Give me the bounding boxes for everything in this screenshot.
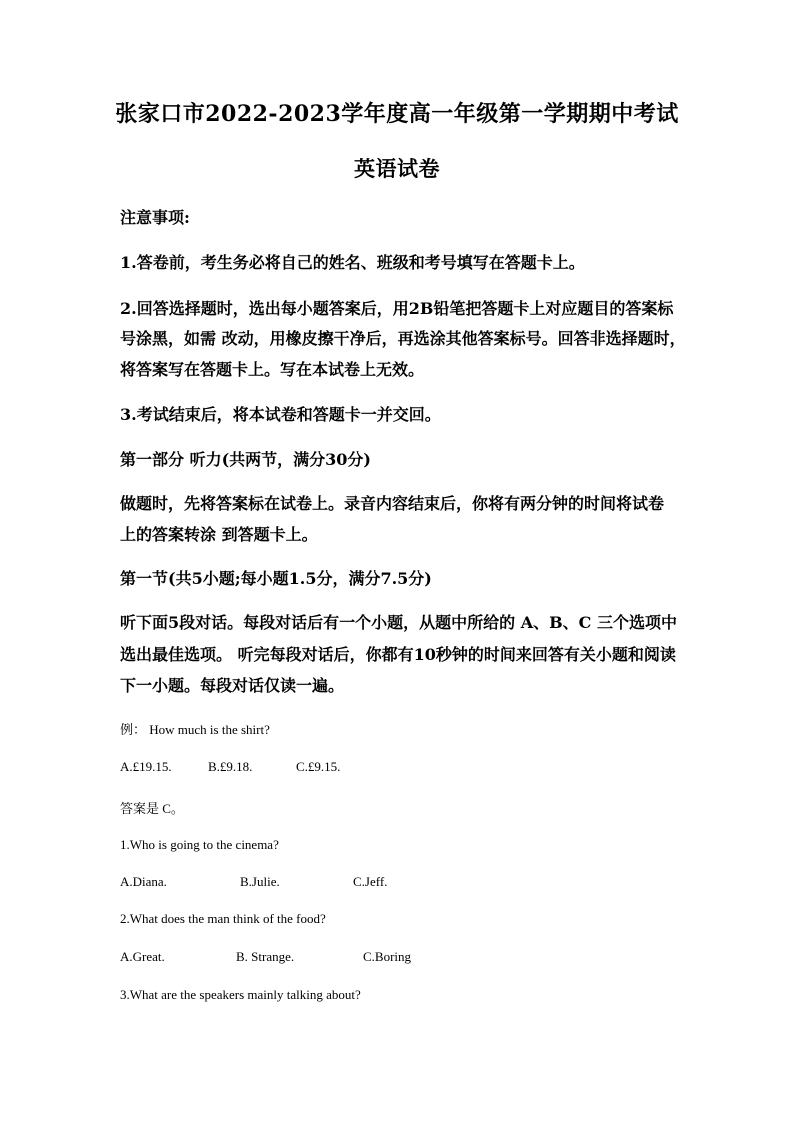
notice-item-1: 1.答卷前，考生务必将自己的姓名、班级和考号填写在答题卡上。 xyxy=(120,253,585,272)
notice-heading: 注意事项: xyxy=(120,208,190,227)
question-1-option-a: A.Diana. xyxy=(120,874,167,889)
question-2-option-b: B. Strange. xyxy=(236,949,295,964)
example-option-a: A.£19.15. xyxy=(120,759,172,774)
question-3: 3.What are the speakers mainly talking about? xyxy=(120,987,361,1002)
question-1-option-c: C.Jeff. xyxy=(353,874,388,889)
part1-instruction-line-1: 做题时，先将答案标在试卷上。录音内容结束后，你将有两分钟的时间将试卷 xyxy=(120,494,665,513)
example-question: 例： How much is the shirt? xyxy=(120,722,270,737)
exam-subtitle: 英语试卷 xyxy=(354,156,440,181)
notice-item-2-line-1: 2.回答选择题时，选出每小题答案后，用2B铅笔把答题卡上对应题目的答案标 xyxy=(120,299,674,318)
exam-title: 张家口市2022-2023学年度高一年级第一学期期中考试 xyxy=(115,101,679,127)
question-2-option-c: C.Boring xyxy=(363,949,412,964)
example-option-b: B.£9.18. xyxy=(208,759,253,774)
question-2: 2.What does the man think of the food? xyxy=(120,911,326,926)
section1-instruction-line-2: 选出最佳选项。 听完每段对话后，你都有10秒钟的时间来回答有关小题和阅读 xyxy=(120,645,676,664)
question-2-option-a: A.Great. xyxy=(120,949,165,964)
section1-instruction-line-3: 下一小题。每段对话仅读一遍。 xyxy=(120,676,345,695)
question-1-option-b: B.Julie. xyxy=(240,874,280,889)
part1-heading: 第一部分 听力(共两节，满分30分) xyxy=(120,450,371,469)
notice-item-3: 3.考试结束后，将本试卷和答题卡一并交回。 xyxy=(120,405,441,424)
question-1: 1.Who is going to the cinema? xyxy=(120,837,279,852)
part1-instruction-line-2: 上的答案转涂 到答题卡上。 xyxy=(120,525,318,544)
example-answer: 答案是 C。 xyxy=(120,801,184,816)
section1-heading: 第一节(共5小题;每小题1.5分，满分7.5分) xyxy=(120,569,432,588)
example-option-c: C.£9.15. xyxy=(296,759,341,774)
notice-item-2-line-3: 将答案写在答题卡上。写在本试卷上无效。 xyxy=(120,360,425,379)
section1-instruction-line-1: 听下面5段对话。每段对话后有一个小题，从题中所给的 A、B、C 三个选项中 xyxy=(120,613,677,632)
notice-item-2-line-2: 号涂黑，如需 改动，用橡皮擦干净后，再选涂其他答案标号。回答非选择题时， xyxy=(120,329,686,348)
